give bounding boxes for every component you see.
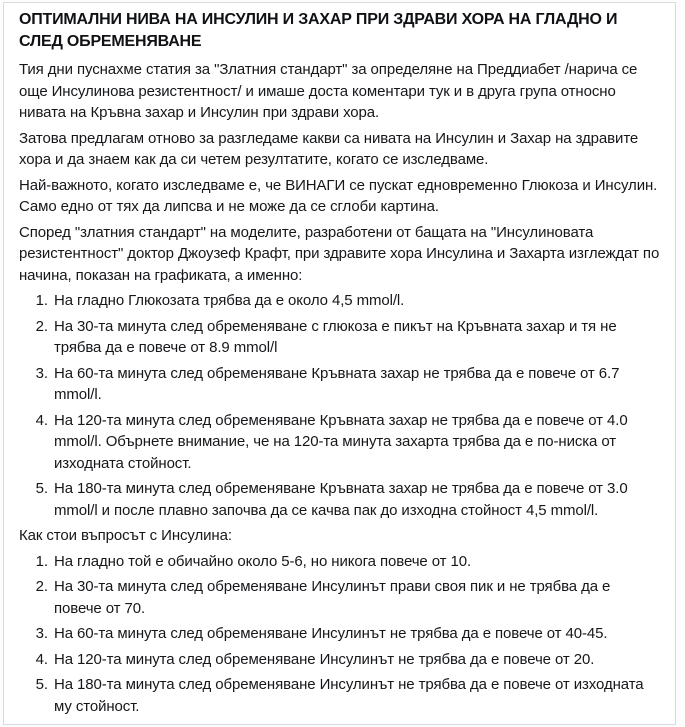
insulin-list-item: 4. На 120-та минута след обременяване Инсулинът не трябва да е повече от 20. [52,649,661,671]
post-paragraph-intro: Тия дни пуснахме статия за "Златния стандарт" за определяне на Преддиабет /нарича се още Инсулинова резистентност/ и имаше доста коментари тук и в друга група относно нивата на Кръвна захар и Инсулин при здрави хора. [19,61,638,121]
post-paragraph-kraft-model: Според "златния стандарт" на моделите, разработени от бащата на "Инсулиновата резистентност" доктор Джоузеф Крафт, при здравите хора Инсулина и Захарта изглеждат по начина, показан на графиката, а именно: [19,223,660,284]
insulin-list-item: 1. На гладно той е обичайно около 5-6, но никога повече от 10. [52,551,661,573]
post-card [3,2,676,725]
insulin-list-item: 2. На 30-та минута след обременяване Инсулинът прави своя пик и не трябва да е повече от 70. [52,576,661,619]
glucose-list-item: 4. На 120-та минута след обременяване Кръвната захар не трябва да е повече от 4.0 mmol/l. Обърнете внимание, че на 120-та минута захарта трябва да е по-ниска от изходната стойност. [52,410,661,475]
insulin-list-item: 3. На 60-та минута след обременяване Инсулинът не трябва да е повече от 40-45. [52,623,661,645]
glucose-list-item: 1. На гладно Глюкозата трябва да е около 4,5 mmol/l. [52,290,661,312]
insulin-list-item: 5. На 180-та минута след обременяване Инсулинът не трябва да е повече от изходната му стойност. [52,674,661,717]
post-paragraph-insulin-intro: Как стои въпросът с Инсулина: [19,527,232,544]
glucose-list-item: 5. На 180-та минута след обременяване Кръвната захар не трябва да е повече от 3.0 mmol/l и после плавно започва да се качва пак до изходна стойност 4,5 mmol/l. [52,478,661,521]
post-paragraph-important: Най-важното, когато изследваме е, че ВИНАГИ се пускат едновременно Глюкоза и Инсулин. Само едно от тях да липсва и не може да се сглоби картина. [19,176,658,215]
glucose-levels-list [19,290,661,521]
post-paragraph-proposal: Затова предлагам отново за разгледаме какви са нивата на Инсулин и Захар на здравите хора и да знаем как да си четем резултатите, когато се изследваме. [19,129,639,168]
glucose-list-item: 2. На 30-та минута след обременяване с глюкоза е пикът на Кръвната захар и тя не трябва да е повече от 8.9 mmol/l [52,316,661,359]
insulin-levels-list [19,551,661,718]
glucose-list-item: 3. На 60-та минута след обременяване Кръвната захар не трябва да е повече от 6.7 mmol/l. [52,363,661,406]
post-title: ОПТИМАЛНИ НИВА НА ИНСУЛИН И ЗАХАР ПРИ ЗДРАВИ ХОРА НА ГЛАДНО И СЛЕД ОБРЕМЕНЯВАНЕ [19,11,618,50]
